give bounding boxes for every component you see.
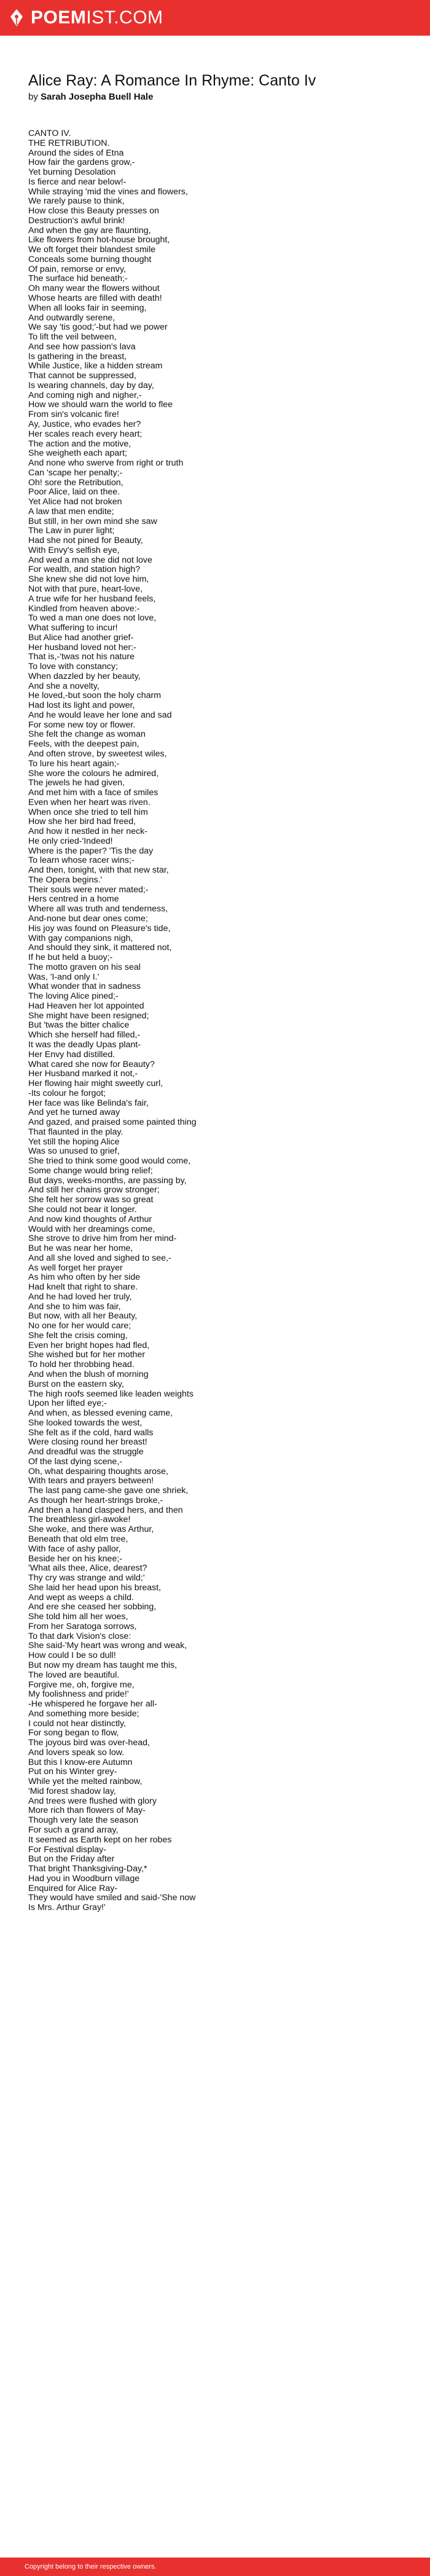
poem-line: Is wearing channels, day by day, (28, 380, 154, 390)
poem-line: She felt as if the cold, hard walls (28, 1427, 154, 1438)
poem-line: Upon her lifted eye;- (28, 1398, 107, 1409)
poem-line: No one for her would care; (28, 1321, 131, 1331)
poem-line: I could not hear distinctly, (28, 1718, 127, 1729)
poem-line: Where all was truth and tenderness, (28, 904, 168, 914)
poem-line: Oh! sore the Retribution, (28, 477, 123, 488)
poem-line: The breathless girl-awoke! (28, 1515, 131, 1525)
poem-line: My foolishness and pride!' (28, 1689, 129, 1700)
poem-line: For song began to flow, (28, 1728, 119, 1738)
poem-line: She laid her head upon his breast, (28, 1582, 162, 1593)
poem-line: THE RETRIBUTION. (28, 138, 110, 148)
poem-line: Like flowers from hot-house brought, (28, 235, 170, 245)
poem-line: With gay companions nigh, (28, 933, 133, 943)
poem-line: She tried to think some good would come, (28, 1156, 191, 1167)
poem-line: To wed a man one does not love, (28, 613, 157, 624)
poem-line: And trees were flushed with glory (28, 1796, 157, 1806)
poem-line: And when the gay are flaunting, (28, 225, 151, 236)
poem-line: While straying 'mid the vines and flowers, (28, 186, 188, 197)
poem-line: She said-'My heart was wrong and weak, (28, 1641, 187, 1651)
footer-copyright: Copyright belong to their respective owners. (25, 2563, 157, 2570)
poem-line: The loved are beautiful. (28, 1670, 120, 1680)
poem-line: Her husband loved not her:- (28, 642, 136, 652)
poem-line: And-none but dear ones come; (28, 914, 148, 924)
poem-line: And she to him was fair, (28, 1301, 121, 1312)
poem-line: Yet Alice had not broken (28, 497, 122, 507)
poem-line: While Justice, like a hidden stream (28, 361, 163, 371)
poem-line: And wept as weeps a child. (28, 1592, 134, 1603)
author-link[interactable]: Sarah Josepha Buell Hale (41, 92, 154, 102)
poem-line: But this I know-ere Autumn (28, 1757, 133, 1767)
poem-line: For Festival display- (28, 1844, 106, 1855)
poem-line: -Its colour he forgot; (28, 1088, 106, 1098)
poem-line: Can 'scape her penalty;- (28, 467, 123, 478)
poem-line: And he had loved her truly, (28, 1291, 132, 1302)
poem-line: But he was near her home, (28, 1243, 133, 1254)
poem-line: His joy was found on Pleasure's tide, (28, 923, 171, 933)
poem-line: And he would leave her lone and sad (28, 710, 172, 720)
poem-line: What wonder that in sadness (28, 981, 141, 992)
poem-line: He loved,-but soon the holy charm (28, 691, 162, 701)
site-footer (0, 2558, 430, 2576)
poem-line: Is Mrs. Arthur Gray!' (28, 1903, 106, 1913)
poem-line: From sin's volcanic fire! (28, 410, 119, 420)
poem-line: And then, tonight, with that new star, (28, 865, 169, 876)
poem-line: When once she tried to tell him (28, 807, 148, 817)
poem-line: And when the blush of morning (28, 1369, 149, 1379)
poem-line: With tears and prayers between! (28, 1476, 154, 1486)
poem-line: But on the Friday after (28, 1854, 115, 1865)
poem-line: While yet the melted rainbow, (28, 1777, 143, 1787)
logo-light: IST.COM (86, 7, 163, 28)
poem-line: That is,-'twas not his nature (28, 652, 135, 662)
poem-line: And when, as blessed evening came, (28, 1408, 173, 1419)
poem-line: Burst on the eastern sky, (28, 1379, 124, 1389)
poem-line: For some new toy or flower. (28, 719, 136, 730)
poem-line: And how it nestled in her neck- (28, 826, 148, 837)
poem-line: We oft forget their blandest smile (28, 245, 156, 255)
poem-line: Had you in Woodburn village (28, 1873, 140, 1884)
poem-line: To love with constancy; (28, 662, 118, 672)
poem-line: And coming nigh and nigher,- (28, 390, 142, 400)
poem-line: To learn whose racer wins;- (28, 855, 135, 866)
poem-line: The Law in purer light; (28, 526, 115, 536)
poem-line: And gazed, and praised some painted thing (28, 1117, 197, 1128)
poem-line: But now, with all her Beauty, (28, 1311, 138, 1322)
poem-line: It was the deadly Upas plant- (28, 1039, 141, 1050)
poem-line: She weigheth each apart; (28, 448, 127, 459)
poem-line: The last pang came-she gave one shriek, (28, 1486, 189, 1496)
poem-line: Where is the paper? 'Tis the day (28, 846, 154, 856)
poem-line: She could not bear it longer. (28, 1204, 137, 1215)
poem-line: How close this Beauty presses on (28, 206, 159, 216)
poem-line: 'Mid forest shadow lay, (28, 1786, 116, 1796)
poem-line: And all she loved and sighed to see,- (28, 1253, 171, 1263)
poem-line: Her face was like Belinda's fair, (28, 1098, 149, 1108)
poem-line: Of the last dying scene,- (28, 1456, 122, 1467)
poem-line: And outwardly serene, (28, 312, 115, 323)
poem-line: And none who swerve from right or truth (28, 458, 184, 469)
poem-line: But Alice had another grief- (28, 632, 134, 643)
poem-line: The surface hid beneath;- (28, 274, 128, 284)
poem-line: She looked towards the west, (28, 1417, 143, 1428)
poem-line: Were closing round her breast! (28, 1437, 147, 1448)
poem-line: And still her chains grow stronger; (28, 1185, 160, 1195)
poem-line: We say 'tis good;'-but had we power (28, 322, 168, 333)
poem-line: Which she herself had filled,- (28, 1030, 141, 1040)
poem-line: When dazzled by her beauty, (28, 671, 141, 681)
poem-line: 'What ails thee, Alice, dearest? (28, 1563, 147, 1574)
poem-line: Whose hearts are filled with death! (28, 293, 162, 304)
poem-line: Conceals some burning thought (28, 254, 152, 264)
poem-line: Would with her dreamings come, (28, 1224, 155, 1234)
poem-line: She knew she did not love him, (28, 574, 149, 585)
poem-line: And dreadful was the struggle (28, 1447, 144, 1457)
poem-line: And lovers speak so low. (28, 1747, 125, 1758)
poem-line: Though very late the season (28, 1815, 139, 1826)
poem-line: She strove to drive him from her mind- (28, 1234, 177, 1244)
poem-line: She might have been resigned; (28, 1010, 149, 1021)
poem-line: Had knelt that right to share. (28, 1282, 138, 1293)
main-content (0, 71, 430, 1913)
poem-line: -He whispered he forgave her all- (28, 1699, 157, 1710)
poem-line: Put on his Winter grey- (28, 1767, 117, 1777)
poem-line: And often strove, by sweetest wiles, (28, 749, 167, 759)
poem-line: Was so unused to grief, (28, 1146, 120, 1157)
poem-line: Had she not pined for Beauty, (28, 536, 143, 546)
byline-prefix: by (28, 92, 38, 102)
poem-line: With face of ashy pallor, (28, 1544, 121, 1554)
poem-line: And see how passion's lava (28, 341, 136, 352)
poem-line: And ere she ceased her sobbing, (28, 1602, 157, 1612)
poem-line: Oh, what despairing thoughts arose, (28, 1466, 168, 1476)
poem-line: Beneath that old elm tree, (28, 1534, 128, 1545)
poem-line: Around the sides of Etna (28, 148, 124, 158)
poem-line: How could I be so dull! (28, 1651, 116, 1661)
poem-line: Even her bright hopes had fled, (28, 1340, 150, 1350)
site-logo[interactable] (31, 7, 163, 28)
poem-line: To lure his heart again;- (28, 758, 120, 769)
poem-line: Forgive me, oh, forgive me, (28, 1679, 135, 1690)
poem-line: For such a grand array, (28, 1825, 119, 1835)
poem-line: Her flowing hair might sweetly curl, (28, 1079, 163, 1089)
poem-line: The action and the motive, (28, 438, 131, 449)
poem-line: She wore the colours he admired, (28, 768, 159, 779)
poem-line: But days, weeks-months, are passing by, (28, 1175, 187, 1186)
poem-line: That bright Thanksgiving-Day,* (28, 1864, 147, 1874)
poem-line: And wed a man she did not love (28, 555, 152, 565)
poem-line: Feels, with the deepest pain, (28, 739, 139, 750)
poem-line: She told him all her woes, (28, 1612, 128, 1622)
poem-line: Of pain, remorse or envy, (28, 264, 127, 274)
poem-line: Her Envy had distilled. (28, 1049, 115, 1060)
poem-line: What cared she now for Beauty? (28, 1059, 155, 1069)
poem-line: She felt the change as woman (28, 729, 146, 740)
poem-line: Her scales reach every heart; (28, 429, 143, 439)
poem-line: The high roofs seemed like leaden weights (28, 1389, 194, 1399)
poem-line: And now kind thoughts of Arthur (28, 1214, 152, 1224)
poem-line: Oh many wear the flowers without (28, 283, 160, 294)
poem-line: Kindled from heaven above:- (28, 603, 140, 614)
poem-line: Even when her heart was riven. (28, 797, 150, 807)
poem-line: She felt the crisis coming, (28, 1330, 128, 1341)
poem-line: And then a hand clasped hers, and then (28, 1505, 183, 1515)
logo-bold: POEM (31, 7, 87, 28)
poem-line: Not with that pure, heart-love, (28, 584, 143, 594)
poem-line: If he but held a buoy;- (28, 953, 113, 963)
poem-line: What suffering to incur! (28, 623, 118, 633)
poem-line: She woke, and there was Arthur, (28, 1524, 154, 1535)
poem-line: But now my dream has taught me this, (28, 1660, 178, 1670)
poem-line: And met him with a face of smiles (28, 788, 158, 798)
poem-line: When all looks fair in seeming, (28, 303, 147, 313)
poem-line: To hold her throbbing head. (28, 1360, 135, 1370)
poem-line: He only cried-'Indeed! (28, 836, 113, 846)
poem-line: But 'twas the bitter chalice (28, 1020, 130, 1031)
poem-line: How fair the gardens grow,- (28, 157, 135, 168)
poem-line: Is gathering in the breast, (28, 351, 127, 362)
pen-nib-icon[interactable] (6, 7, 27, 28)
poem-line: But still, in her own mind she saw (28, 516, 157, 526)
poem-line: It seemed as Earth kept on her robes (28, 1834, 172, 1845)
poem-line: More rich than flowers of May- (28, 1805, 146, 1816)
poem-line: They would have smiled and said-'She now (28, 1893, 196, 1903)
poem-line: Had lost its light and power, (28, 700, 135, 711)
poem-line: And something more beside; (28, 1708, 139, 1719)
poem-line: She felt her sorrow was so great (28, 1195, 154, 1205)
poem-line: Hers centred in a home (28, 894, 119, 905)
poem-line: From her Saratoga sorrows, (28, 1621, 137, 1631)
poem-line: Enquired for Alice Ray- (28, 1883, 118, 1893)
poem-line: Is fierce and near below!- (28, 176, 127, 187)
poem-line: The loving Alice pined;- (28, 991, 119, 1002)
poem-line: The jewels he had given, (28, 778, 125, 788)
poem-line: With Envy's selfish eye, (28, 545, 120, 555)
poem-body (28, 129, 402, 1913)
poem-line: Destruction's awful brink! (28, 215, 125, 226)
poem-line: Yet still the hoping Alice (28, 1136, 120, 1147)
poem-line: Some change would bring relief; (28, 1165, 153, 1176)
poem-line: The joyous bird was over-head, (28, 1738, 150, 1748)
poem-line: For wealth, and station high? (28, 565, 141, 575)
site-header (0, 0, 430, 36)
poem-title: Alice Ray: A Romance In Rhyme: Canto Iv (28, 72, 316, 89)
poem-byline (28, 91, 402, 103)
poem-line: As well forget her prayer (28, 1262, 123, 1273)
poem-line: Their souls were never mated;- (28, 884, 149, 895)
poem-line: Yet burning Desolation (28, 167, 116, 178)
poem-line: To lift the veil between, (28, 332, 117, 343)
poem-line: The Opera begins.' (28, 874, 103, 885)
poem-line: Thy cry was strange and wild;' (28, 1573, 145, 1583)
poem-line: Her Husband marked it not,- (28, 1069, 138, 1079)
poem-line: That cannot be suppressed, (28, 371, 136, 381)
poem-line: How we should warn the world to flee (28, 400, 173, 410)
poem-line: And should they sink, it mattered not, (28, 943, 172, 953)
poem-line: And she a novelty, (28, 681, 100, 691)
poem-line: Poor Alice, laid on thee. (28, 487, 120, 497)
poem-line: How she her bird had freed, (28, 817, 136, 827)
poem-line: Had Heaven her lot appointed (28, 1001, 144, 1011)
poem-line: As him who often by her side (28, 1272, 141, 1283)
poem-line: Ay, Justice, who evades her? (28, 419, 141, 429)
poem-line: Beside her on his knee;- (28, 1553, 123, 1564)
poem-line: That flaunted in the play. (28, 1127, 123, 1137)
poem-line: CANTO IV. (28, 129, 71, 138)
poem-line: A true wife for her husband feels, (28, 593, 156, 604)
poem-line: She wished but for her mother (28, 1350, 146, 1360)
poem-line: Was, 'I-and only I.' (28, 972, 100, 982)
poem-line: The motto graven on his seal (28, 962, 141, 972)
poem-line: As though her heart-strings broke,- (28, 1495, 163, 1505)
poem-line: A law that men endite; (28, 506, 114, 517)
poem-line: To that dark Vision's close: (28, 1631, 131, 1641)
poem-line: We rarely pause to think, (28, 196, 125, 207)
poem-line: And yet he turned away (28, 1108, 120, 1118)
